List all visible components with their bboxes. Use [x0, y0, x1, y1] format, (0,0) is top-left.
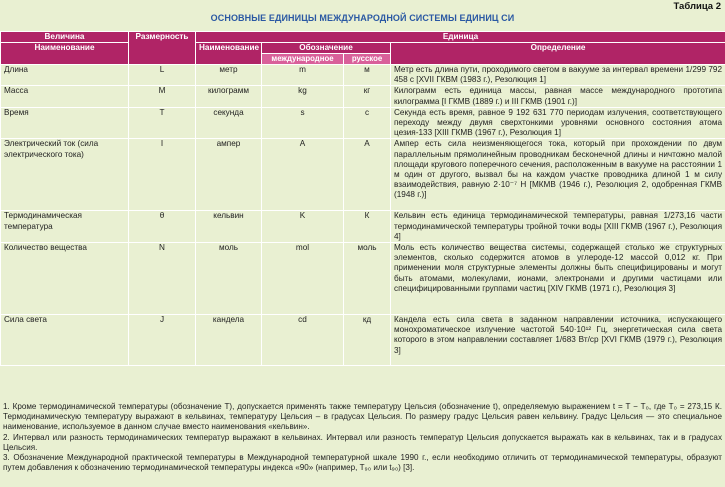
note-2: 2. Интервал или разность термодинамических температур выражают в кельвинах. Интервал или разность температур Цельсия допускается выражать как в кельвинах, так и в градусах Цельсия.: [3, 432, 722, 452]
unit-name-cell: секунда: [196, 107, 262, 139]
intl-symbol-cell: s: [262, 107, 344, 139]
table-row: [1, 315, 725, 366]
header-definition: Определение: [391, 43, 725, 65]
header-russian: русское: [344, 54, 391, 65]
unit-name-cell: килограмм: [196, 86, 262, 107]
quantity-cell: Длина: [1, 65, 129, 86]
intl-symbol-cell: cd: [262, 315, 344, 366]
definition-cell: Кельвин есть единица термодинамической температуры, равная 1/273,16 части термодинамической температуры тройной точки воды [XIII ГКМВ (1967 г.), Резолюция 4]: [391, 211, 725, 243]
dimension-cell: M: [129, 86, 196, 107]
definition-cell: Секунда есть время, равное 9 192 631 770 периодам излучения, соответствующего переходу между двумя сверхтонкими уровнями основного состояния атома цезия-133 [XIII ГКМВ (1967 г.), Резолюция 1]: [391, 107, 725, 139]
unit-name-cell: моль: [196, 243, 262, 315]
rus-symbol-cell: А: [344, 139, 391, 211]
intl-symbol-cell: kg: [262, 86, 344, 107]
table-row: [1, 139, 725, 211]
definition-cell: Кандела есть сила света в заданном направлении источника, испускающего монохроматическое излучение частотой 540·10¹² Гц, энергетическая сила света которого в этом направлении составляет 1/683 Вт/ср [XVI ГКМВ (1979 г.), Резолюция 3]: [391, 315, 725, 366]
table-row: [1, 211, 725, 243]
unit-name-cell: кандела: [196, 315, 262, 366]
quantity-cell: Масса: [1, 86, 129, 107]
dimension-cell: J: [129, 315, 196, 366]
quantity-cell: Время: [1, 107, 129, 139]
note-1: 1. Кроме термодинамической температуры (обозначение Т), допускается применять также температуру Цельсия (обозначение t), определяемую выражением t = T − T₀, где T₀ = 273,15 К. Термодинамическую температуру выражают в кельвинах, температуру Цельсия – в градусах Цельсия. По размеру градус Цельсия равен кельвину. Градус Цельсия — это специальное наименование, используемое в данном случае вместо наименования «кельвин».: [3, 402, 722, 432]
intl-symbol-cell: mol: [262, 243, 344, 315]
unit-name-cell: ампер: [196, 139, 262, 211]
rus-symbol-cell: м: [344, 65, 391, 86]
table-row: [1, 107, 725, 139]
quantity-cell: Количество вещества: [1, 243, 129, 315]
quantity-cell: Электрический ток (сила электрического тока): [1, 139, 129, 211]
table-notes: [3, 402, 722, 473]
intl-symbol-cell: K: [262, 211, 344, 243]
intl-symbol-cell: m: [262, 65, 344, 86]
header-quantity-name: Наименование: [1, 43, 129, 65]
si-units-table: [0, 31, 725, 366]
table-row: [1, 243, 725, 315]
table-number: Таблица 2: [673, 1, 721, 12]
rus-symbol-cell: моль: [344, 243, 391, 315]
dimension-cell: I: [129, 139, 196, 211]
header-unit-name: Наименование: [196, 43, 262, 65]
note-3: 3. Обозначение Международной практической температуры в Международной температурной шкале 1990 г., если необходимо отличить от термодинамической температуры, образуют путем добавления к обозначению термодинамической температуры индекса «90» (например, T₉₀ или t₉₀) [3].: [3, 453, 722, 473]
rus-symbol-cell: К: [344, 211, 391, 243]
header-quantity: Величина: [1, 32, 129, 43]
header-dimension: Размерность: [129, 32, 196, 65]
header-international: международное: [262, 54, 344, 65]
rus-symbol-cell: с: [344, 107, 391, 139]
dimension-cell: N: [129, 243, 196, 315]
quantity-cell: Сила света: [1, 315, 129, 366]
definition-cell: Ампер есть сила неизменяющегося тока, который при прохождении по двум параллельным прямолинейным проводникам бесконечной длины и ничтожно малой площади кругового поперечного сечения, расположенным в вакууме на расстоянии 1 м один от другого, вызвал бы на каждом участке проводника длиной 1 м силу взаимодействия, равную 2·10⁻⁷ Н [МКМВ (1946 г.), Резолюция 2, одобренная ГКМВ (1948 г.)]: [391, 139, 725, 211]
definition-cell: Моль есть количество вещества системы, содержащей столько же структурных элементов, сколько содержится атомов в углероде-12 массой 0,012 кг. При применении моля структурные элементы должны быть специфицированы и могут быть атомами, молекулами, ионами, электронами и другими частицами или специфицированными группами частиц [XIV ГКМВ (1971 г.), Резолюция 3]: [391, 243, 725, 315]
dimension-cell: θ: [129, 211, 196, 243]
definition-cell: Килограмм есть единица массы, равная массе международного прототипа килограмма [I ГКМВ (1889 г.) и III ГКМВ (1901 г.)]: [391, 86, 725, 107]
header-unit: Единица: [196, 32, 725, 43]
rus-symbol-cell: кг: [344, 86, 391, 107]
unit-name-cell: метр: [196, 65, 262, 86]
intl-symbol-cell: A: [262, 139, 344, 211]
table-title: ОСНОВНЫЕ ЕДИНИЦЫ МЕЖДУНАРОДНОЙ СИСТЕМЫ ЕДИНИЦ СИ: [210, 13, 515, 23]
header-designation: Обозначение: [262, 43, 391, 54]
dimension-cell: T: [129, 107, 196, 139]
definition-cell: Метр есть длина пути, проходимого светом в вакууме за интервал времени 1/299 792 458 с [XVII ГКВМ (1983 г.), Резолюция 1]: [391, 65, 725, 86]
quantity-cell: Термодинамическая температура: [1, 211, 129, 243]
dimension-cell: L: [129, 65, 196, 86]
rus-symbol-cell: кд: [344, 315, 391, 366]
unit-name-cell: кельвин: [196, 211, 262, 243]
table-row: [1, 65, 725, 86]
table-row: [1, 86, 725, 107]
